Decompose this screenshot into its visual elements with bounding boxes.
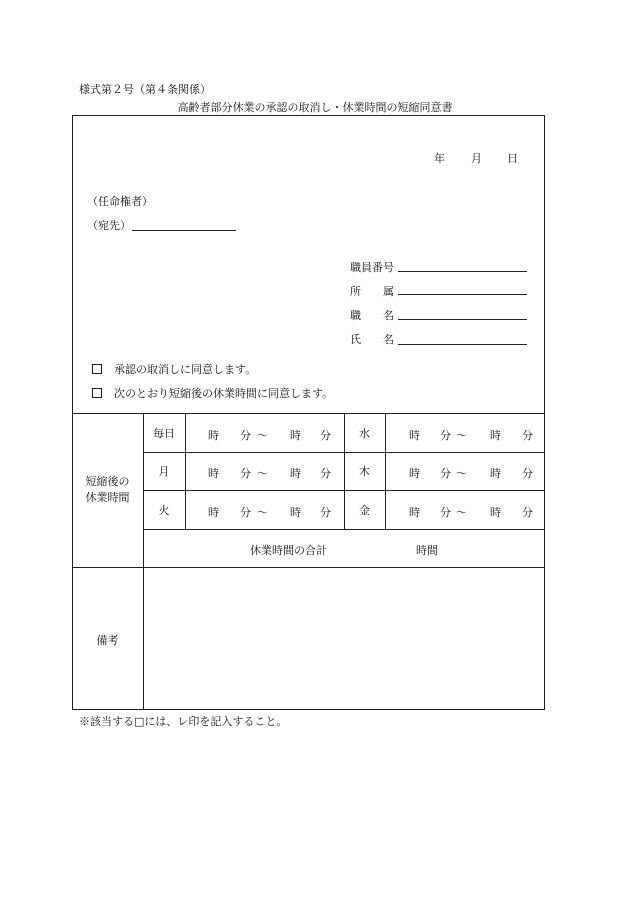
hour-label: 時 [208, 506, 219, 519]
hour-label: 時 [490, 429, 501, 442]
cancel-checkbox-label: 承認の取消しに同意します。 [114, 363, 257, 376]
hour-label: 時 [409, 506, 420, 519]
addressee-field[interactable] [132, 230, 236, 231]
hour-label: 時 [208, 429, 219, 442]
footnote: ※該当する□には、レ印を記入すること。 [79, 715, 288, 728]
form-title: 高齢者部分休業の承認の取消し・休業時間の短縮同意書 [177, 101, 453, 114]
day-thursday: 木 [359, 465, 370, 478]
hour-label: 時 [290, 429, 301, 442]
minute-label: 分 [440, 506, 451, 519]
day-every-day: 毎日 [153, 426, 175, 440]
position-label: 職 名 [350, 309, 394, 322]
schedule-label-line2: 休業時間 [85, 491, 130, 504]
minute-label: 分 [320, 506, 331, 519]
form-number: 様式第２号（第４条関係） [79, 83, 211, 96]
tilde-separator: ～ [456, 429, 467, 442]
minute-label: 分 [320, 467, 331, 480]
date-month-label: 月 [471, 152, 482, 165]
tilde-separator: ～ [456, 506, 467, 519]
staff-number-field[interactable] [398, 271, 527, 272]
hour-label: 時 [290, 506, 301, 519]
schedule-section-label [72, 474, 143, 506]
day-monday: 月 [158, 465, 170, 478]
day-tuesday: 火 [158, 503, 170, 517]
tilde-separator: ～ [257, 429, 268, 442]
hour-label: 時 [208, 467, 219, 480]
affiliation-field[interactable] [398, 294, 527, 295]
date-day-label: 日 [507, 152, 518, 165]
addressee-label: （宛先） [87, 219, 131, 232]
tilde-separator: ～ [257, 467, 268, 480]
minute-label: 分 [522, 429, 533, 442]
position-field[interactable] [398, 319, 527, 320]
name-field[interactable] [398, 344, 527, 345]
minute-label: 分 [240, 506, 251, 519]
hour-label: 時 [409, 467, 420, 480]
shorten-checkbox-label: 次のとおり短縮後の休業時間に同意します。 [114, 387, 334, 400]
day-column-divider [185, 413, 186, 529]
tilde-separator: ～ [456, 467, 467, 480]
row-divider [143, 529, 545, 530]
remarks-field[interactable] [144, 568, 544, 709]
day-column-divider [385, 413, 386, 529]
minute-label: 分 [320, 429, 331, 442]
minute-label: 分 [522, 506, 533, 519]
shorten-checkbox[interactable] [92, 388, 102, 398]
minute-label: 分 [522, 467, 533, 480]
check-cancel-row [92, 361, 256, 377]
staff-number-label: 職員番号 [350, 261, 394, 274]
schedule-label-line1: 短縮後の [85, 475, 130, 488]
name-label: 氏 名 [350, 333, 394, 346]
check-shorten-row [92, 385, 333, 401]
tilde-separator: ～ [257, 506, 268, 519]
minute-label: 分 [240, 467, 251, 480]
affiliation-label: 所 属 [350, 285, 394, 298]
cancel-checkbox[interactable] [92, 364, 102, 374]
hour-label: 時 [490, 467, 501, 480]
appointing-authority-label: （任命権者） [87, 195, 153, 208]
hour-label: 時 [290, 467, 301, 480]
date-year-label: 年 [434, 152, 445, 165]
hour-label: 時 [490, 506, 501, 519]
total-time-label: 休業時間の合計 [250, 544, 327, 557]
minute-label: 分 [440, 429, 451, 442]
hour-label: 時 [409, 429, 420, 442]
minute-label: 分 [440, 467, 451, 480]
remarks-label: 備考 [96, 634, 119, 647]
day-friday: 金 [359, 503, 370, 517]
minute-label: 分 [240, 429, 251, 442]
total-time-unit: 時間 [416, 544, 438, 557]
day-wednesday: 水 [359, 426, 370, 440]
